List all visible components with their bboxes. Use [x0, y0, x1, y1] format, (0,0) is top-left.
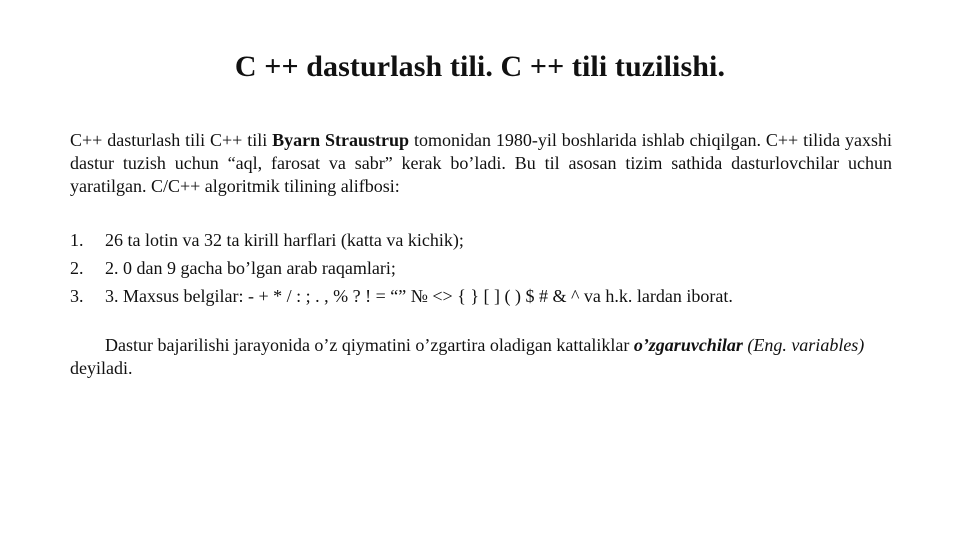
- list-item: [70, 282, 900, 310]
- variables-text-end: deyiladi.: [70, 358, 133, 378]
- intro-text-end: tomonidan 1980-yil boshlarida ishlab chiqilgan. C++ tilida yaxshi dastur tuzish uchun “aql, farosat va sabr” kerak bo’ladi. Bu til asosan tizim sathida dasturlovchilar uchun yaratilgan. C/C++ algoritmik tilining alifbosi:: [70, 130, 892, 196]
- english-term: (Eng. variables): [742, 335, 865, 355]
- list-item-text: 3. Maxsus belgilar: - + * / : ; . , % ? ! = “” № <> { } [ ] ( ) $ # & ^ va h.k. lardan iborat.: [105, 286, 733, 306]
- variables-text-start: Dastur bajarilishi jarayonida o’z qiymatini o’zgartira oladigan kattaliklar: [105, 335, 634, 355]
- alphabet-list: [70, 226, 900, 310]
- slide-title: C ++ dasturlash tili. C ++ tili tuzilishi.: [234, 50, 726, 83]
- variables-paragraph: [70, 334, 892, 380]
- intro-paragraph: [70, 129, 892, 198]
- author-name: Byarn Straustrup: [272, 130, 410, 150]
- intro-text-start: C++ dasturlash tili C++ tili: [70, 130, 273, 150]
- list-item: [70, 254, 900, 282]
- list-item-text: 2. 0 dan 9 gacha bo’lgan arab raqamlari;: [105, 258, 396, 278]
- list-item: [70, 226, 900, 254]
- list-item-number: 1.: [70, 230, 84, 250]
- variables-term: o’zgaruvchilar: [633, 335, 743, 355]
- list-item-text: 26 ta lotin va 32 ta kirill harflari (katta va kichik);: [105, 230, 464, 250]
- list-item-number: 3.: [70, 286, 84, 306]
- list-item-number: 2.: [70, 258, 84, 278]
